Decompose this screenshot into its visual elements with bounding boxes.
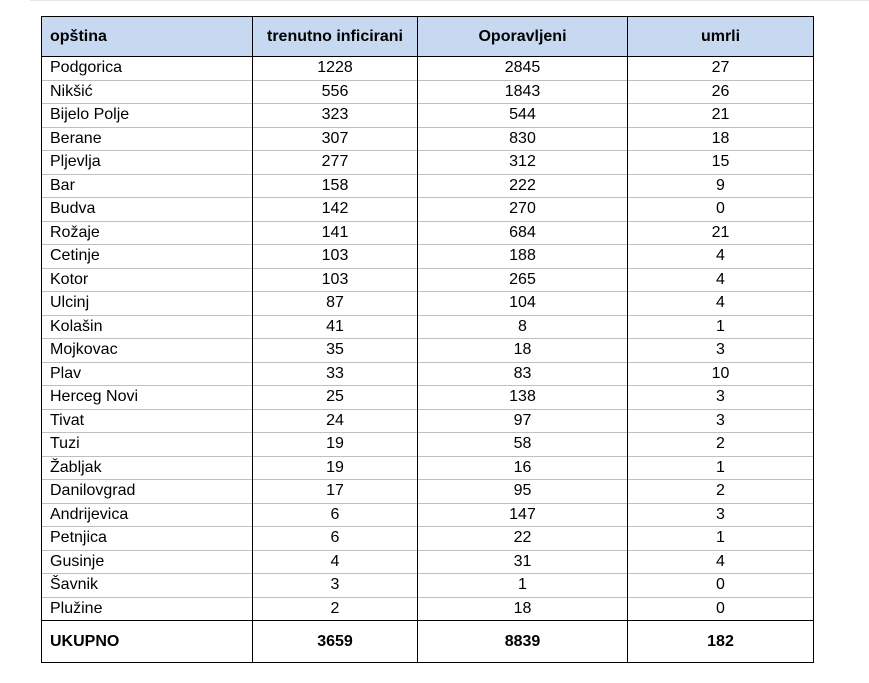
cell-recovered: 147 <box>418 503 628 527</box>
cell-municipality: Danilovgrad <box>42 480 253 504</box>
cell-recovered: 138 <box>418 386 628 410</box>
cell-municipality: Plav <box>42 362 253 386</box>
cell-municipality: Bijelo Polje <box>42 104 253 128</box>
cell-recovered: 95 <box>418 480 628 504</box>
cell-municipality: Petnjica <box>42 527 253 551</box>
table-row <box>42 409 814 433</box>
cell-currently-infected: 24 <box>253 409 418 433</box>
cell-deceased: 26 <box>628 80 814 104</box>
cell-recovered: 58 <box>418 433 628 457</box>
cell-currently-infected: 556 <box>253 80 418 104</box>
table-row <box>42 80 814 104</box>
total-currently-infected: 3659 <box>253 621 418 663</box>
cell-currently-infected: 103 <box>253 245 418 269</box>
cell-deceased: 3 <box>628 503 814 527</box>
cell-deceased: 21 <box>628 221 814 245</box>
cell-currently-infected: 6 <box>253 503 418 527</box>
cell-currently-infected: 19 <box>253 433 418 457</box>
cell-municipality: Rožaje <box>42 221 253 245</box>
cell-municipality: Herceg Novi <box>42 386 253 410</box>
cell-deceased: 3 <box>628 386 814 410</box>
table-row <box>42 174 814 198</box>
cell-currently-infected: 277 <box>253 151 418 175</box>
cell-municipality: Budva <box>42 198 253 222</box>
header-row <box>42 17 814 57</box>
cell-currently-infected: 4 <box>253 550 418 574</box>
cell-municipality: Žabljak <box>42 456 253 480</box>
cell-deceased: 9 <box>628 174 814 198</box>
cell-currently-infected: 103 <box>253 268 418 292</box>
total-deceased: 182 <box>628 621 814 663</box>
total-recovered: 8839 <box>418 621 628 663</box>
cell-deceased: 27 <box>628 57 814 81</box>
cell-currently-infected: 33 <box>253 362 418 386</box>
cell-deceased: 1 <box>628 456 814 480</box>
cell-municipality: Berane <box>42 127 253 151</box>
table-row <box>42 433 814 457</box>
cell-deceased: 2 <box>628 480 814 504</box>
header-recovered: Oporavljeni <box>418 17 628 57</box>
cell-recovered: 83 <box>418 362 628 386</box>
cell-currently-infected: 87 <box>253 292 418 316</box>
table-body <box>42 57 814 621</box>
total-row <box>42 621 814 663</box>
cell-currently-infected: 141 <box>253 221 418 245</box>
cell-deceased: 2 <box>628 433 814 457</box>
cell-municipality: Kotor <box>42 268 253 292</box>
table-row <box>42 315 814 339</box>
cell-municipality: Andrijevica <box>42 503 253 527</box>
cell-deceased: 3 <box>628 339 814 363</box>
cell-recovered: 222 <box>418 174 628 198</box>
table-row <box>42 104 814 128</box>
table-footer <box>42 621 814 663</box>
cell-deceased: 21 <box>628 104 814 128</box>
cell-municipality: Gusinje <box>42 550 253 574</box>
table-row <box>42 456 814 480</box>
cell-currently-infected: 158 <box>253 174 418 198</box>
cell-recovered: 18 <box>418 597 628 621</box>
cell-deceased: 0 <box>628 198 814 222</box>
table-row <box>42 151 814 175</box>
cell-municipality: Bar <box>42 174 253 198</box>
table-row <box>42 362 814 386</box>
table-row <box>42 386 814 410</box>
table-row <box>42 221 814 245</box>
cell-deceased: 1 <box>628 315 814 339</box>
cell-municipality: Tuzi <box>42 433 253 457</box>
cell-recovered: 2845 <box>418 57 628 81</box>
cell-currently-infected: 35 <box>253 339 418 363</box>
table-row <box>42 550 814 574</box>
header-currently-infected: trenutno inficirani <box>253 17 418 57</box>
cell-recovered: 684 <box>418 221 628 245</box>
cell-recovered: 830 <box>418 127 628 151</box>
cell-deceased: 10 <box>628 362 814 386</box>
cell-recovered: 31 <box>418 550 628 574</box>
cell-recovered: 104 <box>418 292 628 316</box>
table-row <box>42 268 814 292</box>
table-header <box>42 17 814 57</box>
cell-municipality: Nikšić <box>42 80 253 104</box>
table-row <box>42 198 814 222</box>
table-row <box>42 597 814 621</box>
header-deceased: umrli <box>628 17 814 57</box>
cell-recovered: 188 <box>418 245 628 269</box>
table-row <box>42 292 814 316</box>
table-row <box>42 339 814 363</box>
cell-deceased: 18 <box>628 127 814 151</box>
cell-recovered: 312 <box>418 151 628 175</box>
cell-currently-infected: 2 <box>253 597 418 621</box>
cell-municipality: Cetinje <box>42 245 253 269</box>
cell-recovered: 1843 <box>418 80 628 104</box>
cell-currently-infected: 19 <box>253 456 418 480</box>
cell-currently-infected: 323 <box>253 104 418 128</box>
cell-currently-infected: 6 <box>253 527 418 551</box>
cell-municipality: Plužine <box>42 597 253 621</box>
cell-recovered: 265 <box>418 268 628 292</box>
municipality-covid-table <box>41 16 814 663</box>
cell-recovered: 544 <box>418 104 628 128</box>
cell-recovered: 18 <box>418 339 628 363</box>
cell-municipality: Tivat <box>42 409 253 433</box>
cell-deceased: 4 <box>628 245 814 269</box>
cell-deceased: 1 <box>628 527 814 551</box>
cell-deceased: 4 <box>628 268 814 292</box>
cell-deceased: 0 <box>628 597 814 621</box>
cell-municipality: Podgorica <box>42 57 253 81</box>
cell-currently-infected: 307 <box>253 127 418 151</box>
cell-municipality: Mojkovac <box>42 339 253 363</box>
header-municipality: opština <box>42 17 253 57</box>
cell-deceased: 4 <box>628 292 814 316</box>
page-top-rule <box>30 0 869 1</box>
table-row <box>42 127 814 151</box>
cell-recovered: 1 <box>418 574 628 598</box>
cell-currently-infected: 1228 <box>253 57 418 81</box>
table-row <box>42 480 814 504</box>
table-row <box>42 527 814 551</box>
cell-recovered: 8 <box>418 315 628 339</box>
cell-recovered: 16 <box>418 456 628 480</box>
table-row <box>42 57 814 81</box>
cell-municipality: Ulcinj <box>42 292 253 316</box>
cell-currently-infected: 142 <box>253 198 418 222</box>
cell-municipality: Šavnik <box>42 574 253 598</box>
cell-municipality: Pljevlja <box>42 151 253 175</box>
cell-recovered: 270 <box>418 198 628 222</box>
table-row <box>42 245 814 269</box>
cell-currently-infected: 3 <box>253 574 418 598</box>
cell-recovered: 97 <box>418 409 628 433</box>
cell-recovered: 22 <box>418 527 628 551</box>
cell-currently-infected: 17 <box>253 480 418 504</box>
cell-currently-infected: 41 <box>253 315 418 339</box>
cell-deceased: 0 <box>628 574 814 598</box>
total-label: UKUPNO <box>42 621 253 663</box>
table-row <box>42 574 814 598</box>
cell-currently-infected: 25 <box>253 386 418 410</box>
cell-deceased: 15 <box>628 151 814 175</box>
cell-deceased: 3 <box>628 409 814 433</box>
cell-deceased: 4 <box>628 550 814 574</box>
table-row <box>42 503 814 527</box>
cell-municipality: Kolašin <box>42 315 253 339</box>
